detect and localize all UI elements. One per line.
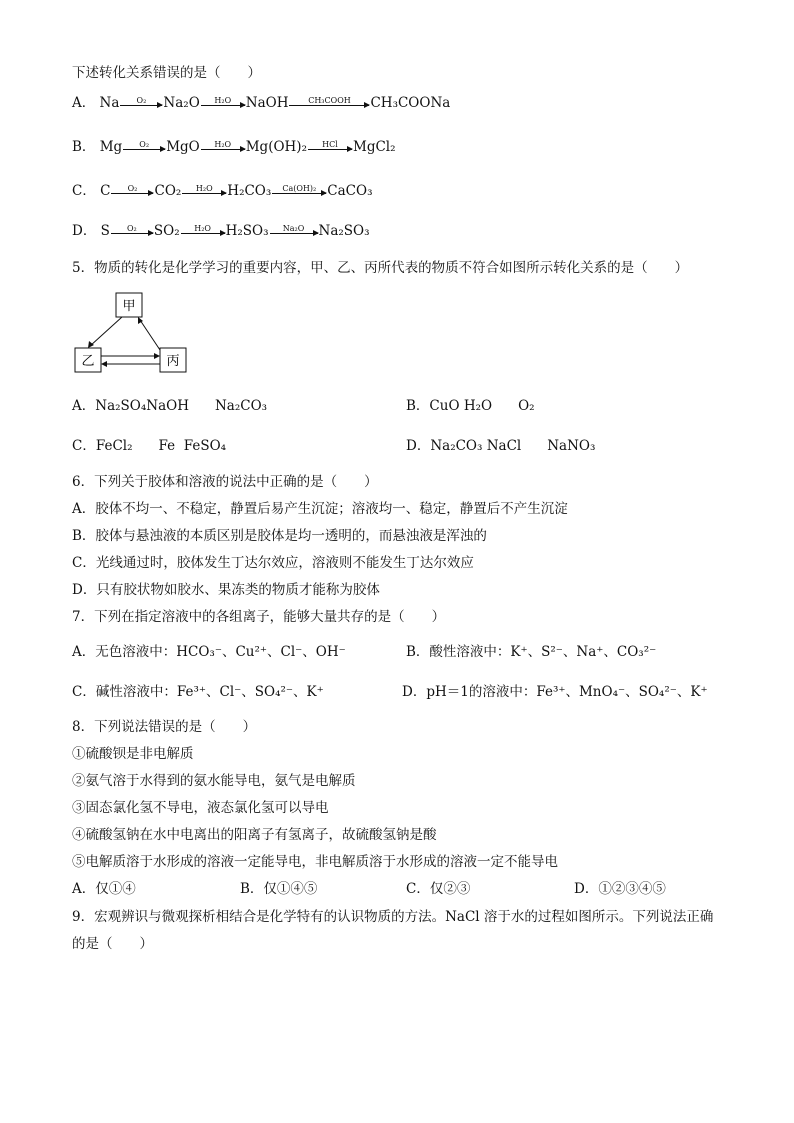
option-item: Na₂CO₃ [214, 398, 268, 414]
arrow-jia-to-yi [90, 317, 122, 346]
question-6-stem: 6．下列关于胶体和溶液的说法中正确的是（ ） [72, 474, 378, 490]
label-yi: 乙 [81, 354, 95, 369]
question-9-stem-line2: 的是（ ） [72, 936, 153, 952]
q4-option-b [72, 138, 396, 156]
chem-species: CaCO₃ [327, 183, 373, 199]
q8-statement-3: ③固态氯化氢不导电，液态氯化氢可以导电 [72, 800, 329, 816]
reaction-arrow: HCl [308, 140, 352, 156]
q8-option-c: C．仅②③ [406, 881, 471, 897]
chem-species: Na₂SO₃ [318, 223, 370, 239]
reaction-arrow: H₂O [201, 140, 245, 156]
chem-species: S [100, 223, 110, 239]
option-item: NaOH [146, 398, 189, 414]
option-item: FeSO₄ [183, 438, 227, 454]
chem-species: MgCl₂ [353, 139, 396, 155]
option-letter: C． [72, 183, 96, 199]
chem-species: Na [99, 95, 120, 111]
chem-species: CO₂ [154, 183, 182, 199]
q8-statement-1: ①硫酸钡是非电解质 [72, 746, 194, 762]
option-item: Fe [158, 438, 176, 454]
conversion-diagram [72, 290, 192, 376]
question-9-stem-line1: 9．宏观辨识与微观探析相结合是化学特有的认识物质的方法。NaCl 溶于水的过程如图所示。下列说法正确 [72, 909, 714, 925]
reaction-arrow: H₂O [201, 96, 245, 112]
question-4-stem: 下述转化关系错误的是（ ） [72, 65, 261, 81]
reaction-arrow: H₂O [181, 224, 225, 240]
q5-option-b: B．CuO H₂O O₂ [406, 398, 535, 414]
q5-option-a: A．Na₂SO₄NaOH Na₂CO₃ [72, 398, 268, 414]
q6-option-d: D．只有胶状物如胶水、果冻类的物质才能称为胶体 [72, 582, 380, 598]
reaction-arrow: O₂ [120, 96, 162, 112]
question-7-stem: 7．下列在指定溶液中的各组离子，能够大量共存的是（ ） [72, 609, 446, 625]
label-jia: 甲 [122, 299, 136, 314]
reaction-arrow: Ca(OH)₂ [272, 184, 326, 200]
chem-species: CH₃COONa [370, 95, 451, 111]
question-8-stem: 8．下列说法错误的是（ ） [72, 719, 257, 735]
chem-species: Mg(OH)₂ [245, 139, 307, 155]
chem-species: H₂CO₃ [227, 183, 272, 199]
chem-species: MgO [166, 139, 200, 155]
reaction-arrow: O₂ [111, 184, 153, 200]
option-item: Na₂SO₄ [95, 398, 147, 414]
reaction-arrow: O₂ [123, 140, 165, 156]
option-item: FeCl₂ [95, 438, 133, 454]
chem-species: Na₂O [163, 95, 200, 111]
q8-statement-4: ④硫酸氢钠在水中电离出的阳离子有氢离子，故硫酸氢钠是酸 [72, 827, 437, 843]
q7-option-d: D．pH＝1的溶液中：Fe³⁺、MnO₄⁻、SO₄²⁻、K⁺ [402, 684, 708, 700]
option-item: CuO [429, 398, 460, 414]
option-item: NaNO₃ [547, 438, 596, 454]
q6-option-b: B．胶体与悬浊液的本质区别是胶体是均一透明的，而悬浊液是浑浊的 [72, 528, 487, 544]
q8-option-a: A．仅①④ [72, 881, 136, 897]
chem-species: C [100, 183, 111, 199]
option-item: O₂ [518, 398, 535, 414]
reaction-arrow: Na₂O [270, 224, 318, 240]
chem-species: SO₂ [153, 223, 180, 239]
q4-option-a [72, 94, 450, 112]
option-letter: A． [72, 95, 96, 111]
question-5-stem: 5．物质的转化是化学学习的重要内容，甲、乙、丙所代表的物质不符合如图所示转化关系的是（ ） [72, 260, 689, 276]
reaction-arrow: O₂ [111, 224, 153, 240]
q8-option-b: B．仅①④⑤ [240, 881, 318, 897]
q4-option-c [72, 182, 372, 200]
q6-option-a: A．胶体不均一、不稳定，静置后易产生沉淀；溶液均一、稳定，静置后不产生沉淀 [72, 501, 568, 517]
q7-option-c: C．碱性溶液中：Fe³⁺、Cl⁻、SO₄²⁻、K⁺ [72, 684, 324, 700]
label-bing: 丙 [166, 354, 180, 369]
q8-option-d: D．①②③④⑤ [574, 881, 666, 897]
reaction-arrow: H₂O [182, 184, 226, 200]
q4-option-d [72, 222, 370, 240]
q5-option-d: D．Na₂CO₃ NaCl NaNO₃ [406, 438, 596, 454]
option-letter: B． [72, 139, 96, 155]
option-letter: D． [72, 223, 97, 239]
q6-option-c: C．光线通过时，胶体发生丁达尔效应，溶液则不能发生丁达尔效应 [72, 555, 474, 571]
reaction-arrow: CH₃COOH [289, 96, 369, 112]
option-item: NaCl [486, 438, 522, 454]
q7-option-a: A．无色溶液中：HCO₃⁻、Cu²⁺、Cl⁻、OH⁻ [72, 644, 346, 660]
q5-option-c: C．FeCl₂ Fe FeSO₄ [72, 438, 227, 454]
option-item: H₂O [463, 398, 493, 414]
q8-statement-2: ②氨气溶于水得到的氨水能导电，氨气是电解质 [72, 773, 356, 789]
arrow-bing-to-jia [140, 320, 160, 350]
option-item: Na₂CO₃ [430, 438, 483, 454]
chem-species: NaOH [245, 95, 289, 111]
chem-species: Mg [99, 139, 123, 155]
chem-species: H₂SO₃ [225, 223, 269, 239]
q7-option-b: B．酸性溶液中：K⁺、S²⁻、Na⁺、CO₃²⁻ [406, 644, 657, 660]
q8-statement-5: ⑤电解质溶于水形成的溶液一定能导电，非电解质溶于水形成的溶液一定不能导电 [72, 854, 558, 870]
